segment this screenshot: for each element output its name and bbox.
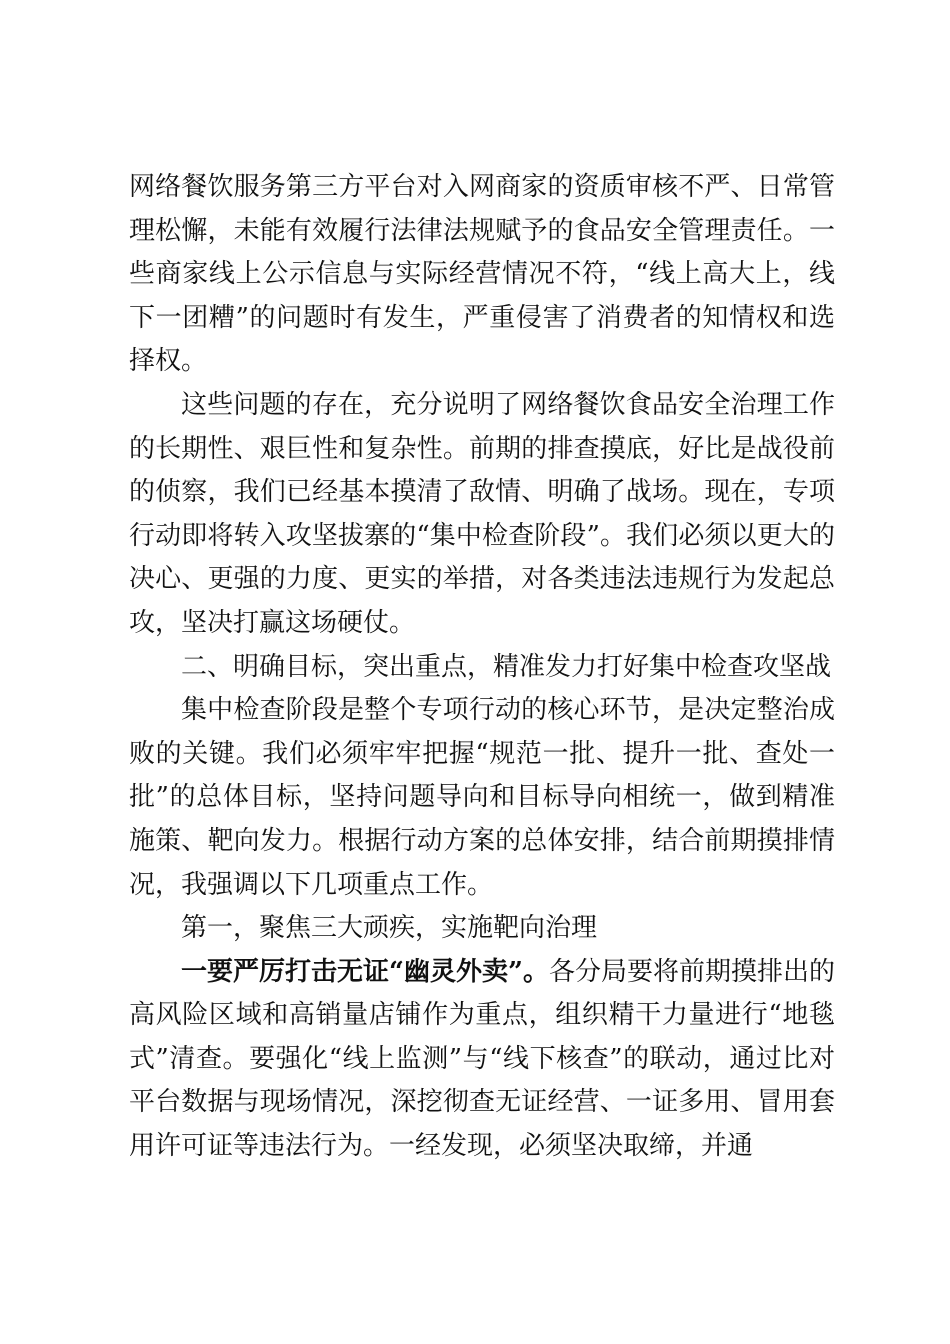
- document-body: [129, 166, 835, 1169]
- bold-lead-sentence: 一要严厉打击无证“幽灵外卖”。: [181, 956, 549, 987]
- paragraph-problem-analysis: 这些问题的存在，充分说明了网络餐饮食品安全治理工作的长期性、艰巨性和复杂性。前期的排查摸底，好比是战役前的侦察，我们已经基本摸清了敌情、明确了战场。现在，专项行动即将转入攻坚拔寨的“集中检查阶段”。我们必须以更大的决心、更强的力度、更实的举措，对各类违法违规行为发起总攻，坚决打赢这场硬仗。: [129, 389, 835, 638]
- paragraph-platform-issues: 网络餐饮服务第三方平台对入网商家的资质审核不严、日常管理松懈，未能有效履行法律法规赋予的食品安全管理责任。一些商家线上公示信息与实际经营情况不符，“线上高大上，线下一团糟”的问题时有发生，严重侵害了消费者的知情权和选择权。: [129, 172, 835, 377]
- paragraph-unlicensed-takeout: [129, 951, 835, 1169]
- section-heading-two: 二、明确目标，突出重点，精准发力打好集中检查攻坚战: [181, 651, 832, 682]
- paragraph-inspection-stage: 集中检查阶段是整个专项行动的核心环节，是决定整治成败的关键。我们必须牢牢把握“规范一批、提升一批、查处一批”的总体目标，坚持问题导向和目标导向相统一，做到精准施策、靶向发力。根据行动方案的总体安排，结合前期摸排情况，我强调以下几项重点工作。: [129, 695, 835, 900]
- subheading-first: 第一，聚焦三大顽疾，实施靶向治理: [181, 913, 598, 944]
- paragraph-continuation: 各分局要将前期摸排出的高风险区域和高销量店铺作为重点，组织精干力量进行“地毯式”清查。要强化“线上监测”与“线下核查”的联动，通过比对平台数据与现场情况，深挖彻查无证经营、一证多用、冒用套用许可证等违法行为。一经发现，必须坚决取缔，并通: [129, 956, 835, 1162]
